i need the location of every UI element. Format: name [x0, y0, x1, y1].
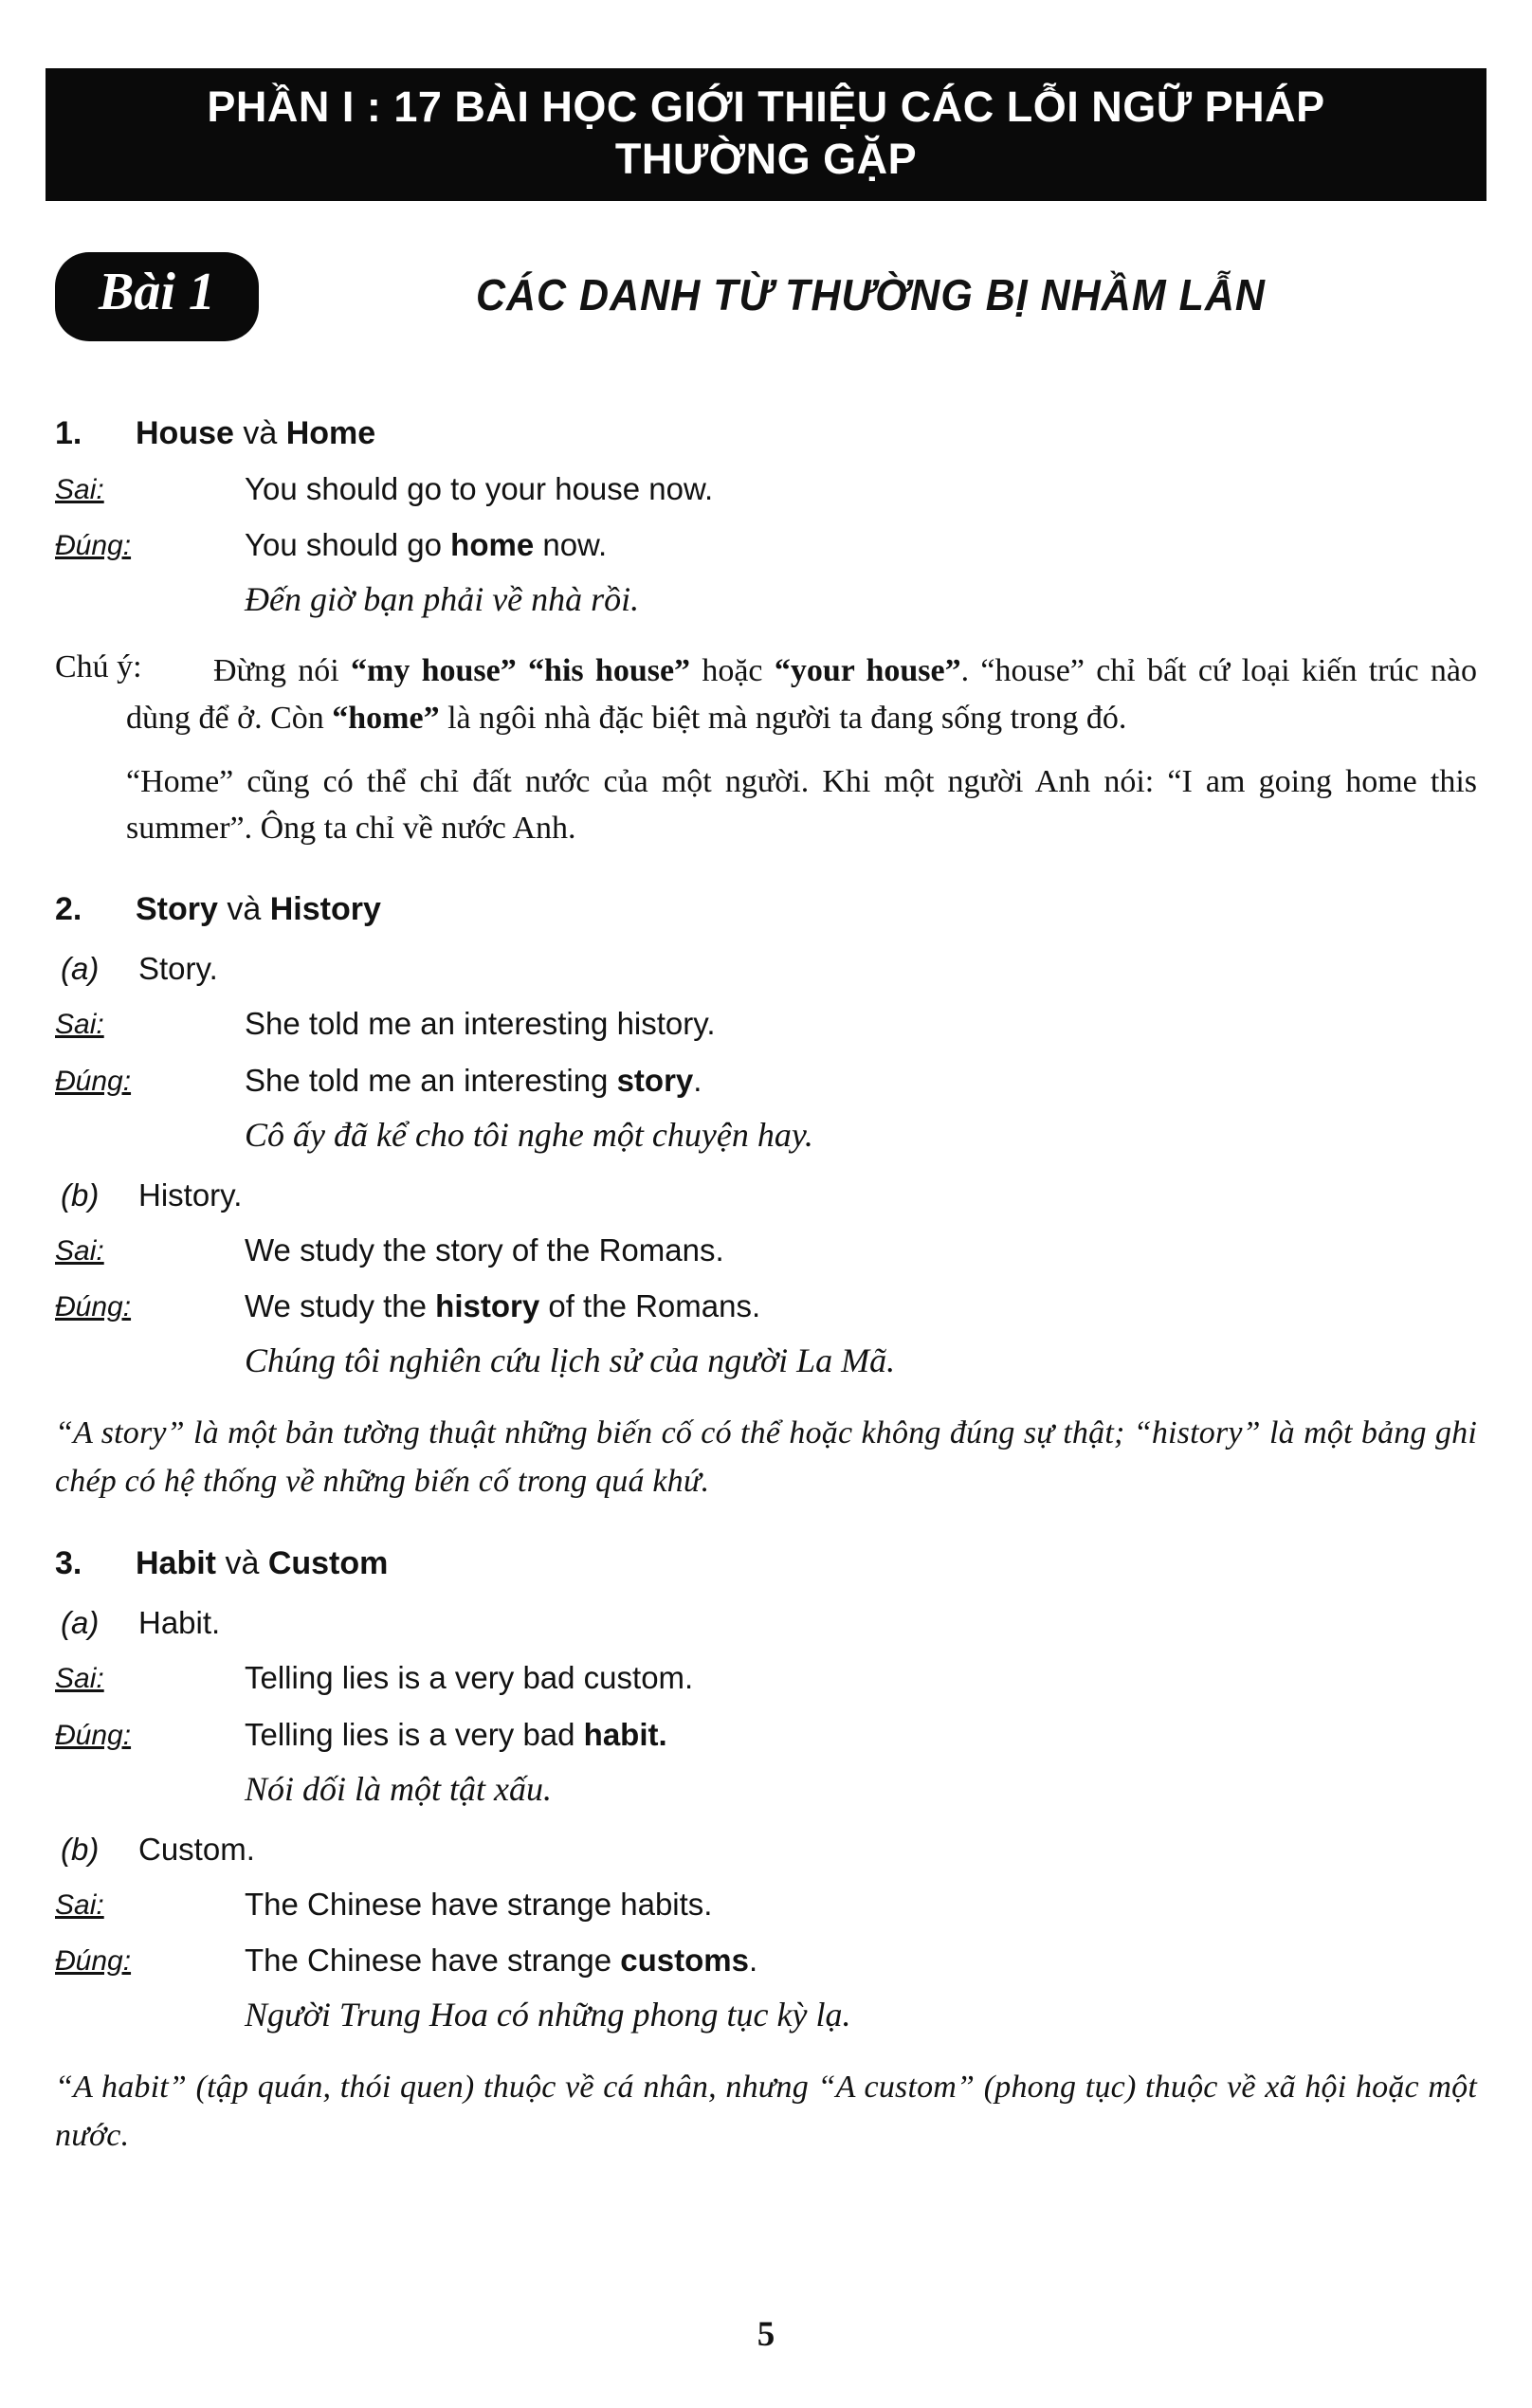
translation: Đến giờ bạn phải về nhà rồi. [245, 580, 640, 619]
page-content [0, 415, 1532, 2161]
translation: Cô ấy đã kể cho tôi nghe một chuyện hay. [245, 1115, 813, 1154]
right-label: Đúng: [55, 1065, 132, 1097]
right-example-row [55, 1286, 1477, 1325]
wrong-label: Sai: [55, 1663, 104, 1695]
section-title: Habit và Custom [136, 1545, 389, 1582]
wrong-sentence: You should go to your house now. [245, 470, 714, 506]
wrong-label: Sai: [55, 473, 104, 505]
wrong-label: Sai: [55, 1234, 104, 1267]
lesson-badge: Bài 1 [55, 252, 259, 341]
right-example-row [55, 525, 1477, 564]
wrong-example-row [55, 469, 1477, 508]
lesson-header [55, 252, 1483, 341]
page-number: 5 [757, 2315, 775, 2354]
note-paragraph-2: “Home” cũng có thể chỉ đất nước của một người. Khi một người Anh nói: “I am going home this summer”. Ông ta chỉ về nước Anh. [126, 763, 1477, 847]
wrong-label: Sai: [55, 1009, 104, 1041]
section-title: Story và History [136, 891, 381, 928]
wrong-sentence: Telling lies is a very bad custom. [245, 1660, 694, 1696]
section-title: House và Home [136, 414, 376, 451]
right-label: Đúng: [55, 1719, 132, 1751]
wrong-sentence: The Chinese have strange habits. [245, 1886, 713, 1922]
right-sentence: We study the history of the Romans. [245, 1288, 761, 1324]
right-sentence: You should go home now. [245, 527, 608, 563]
section-number: 2. [55, 891, 82, 928]
part-header-banner [46, 68, 1486, 201]
right-label: Đúng: [55, 1945, 132, 1978]
section-number: 1. [55, 414, 82, 451]
sub-item-b [55, 1177, 1477, 1213]
right-label: Đúng: [55, 530, 132, 562]
section-house-home [55, 415, 1477, 852]
sub-word: Story. [138, 951, 218, 987]
note-block [55, 648, 1477, 741]
note-label: Chú ý: [55, 649, 142, 685]
translation: Người Trung Hoa có những phong tục kỳ lạ. [245, 1996, 851, 2034]
sub-item-a [55, 1605, 1477, 1641]
translation: Nói dối là một tật xấu. [245, 1769, 552, 1808]
wrong-sentence: She told me an interesting history. [245, 1006, 716, 1042]
section-heading [55, 1545, 1477, 1582]
sub-marker: (a) [61, 951, 100, 987]
sub-item-b [55, 1832, 1477, 1868]
section-heading [55, 891, 1477, 928]
wrong-label: Sai: [55, 1888, 104, 1921]
right-example-row [55, 1941, 1477, 1979]
sub-word: History. [138, 1177, 243, 1213]
section-heading [55, 415, 1477, 452]
right-example-row [55, 1715, 1477, 1754]
sub-item-a [55, 951, 1477, 987]
sub-word: Custom. [138, 1831, 255, 1867]
part-header-line1: PHẦN I : 17 BÀI HỌC GIỚI THIỆU CÁC LỖI NGỮ PHÁP [207, 82, 1325, 131]
right-sentence: She told me an interesting story. [245, 1062, 702, 1098]
note-paragraph-1: Đừng nói “my house” “his house” hoặc “your house”. “house” chỉ bất cứ loại kiến trúc nào dùng để ở. Còn “home” là ngôi nhà đặc biệt mà người ta đang sống trong đó. [126, 653, 1477, 736]
sub-marker: (a) [61, 1605, 100, 1641]
part-header-line2: THƯỜNG GẶP [614, 134, 918, 183]
right-sentence: The Chinese have strange customs. [245, 1943, 758, 1979]
right-label: Đúng: [55, 1291, 132, 1323]
translation: Chúng tôi nghiên cứu lịch sử của người La Mã. [245, 1341, 896, 1380]
sub-marker: (b) [61, 1831, 100, 1867]
right-example-row [55, 1061, 1477, 1100]
section-habit-custom [55, 1545, 1477, 2160]
section-number: 3. [55, 1545, 82, 1582]
sub-marker: (b) [61, 1177, 100, 1213]
section-summary: “A story” là một bản tường thuật những biến cố có thể hoặc không đúng sự thật; “history” là một bảng ghi chép có hệ thống về những biến cố trong quá khứ. [55, 1415, 1477, 1500]
lesson-title: CÁC DANH TỪ THƯỜNG BỊ NHẦM LẪN [475, 271, 1266, 321]
right-sentence: Telling lies is a very bad habit. [245, 1716, 667, 1752]
wrong-example-row [55, 1658, 1477, 1697]
section-summary: “A habit” (tập quán, thói quen) thuộc về cá nhân, nhưng “A custom” (phong tục) thuộc về xã hội hoặc một nước. [55, 2070, 1477, 2154]
wrong-example-row [55, 1004, 1477, 1043]
wrong-example-row [55, 1885, 1477, 1924]
section-story-history [55, 891, 1477, 1505]
sub-word: Habit. [138, 1605, 221, 1641]
wrong-example-row [55, 1231, 1477, 1269]
wrong-sentence: We study the story of the Romans. [245, 1231, 724, 1268]
